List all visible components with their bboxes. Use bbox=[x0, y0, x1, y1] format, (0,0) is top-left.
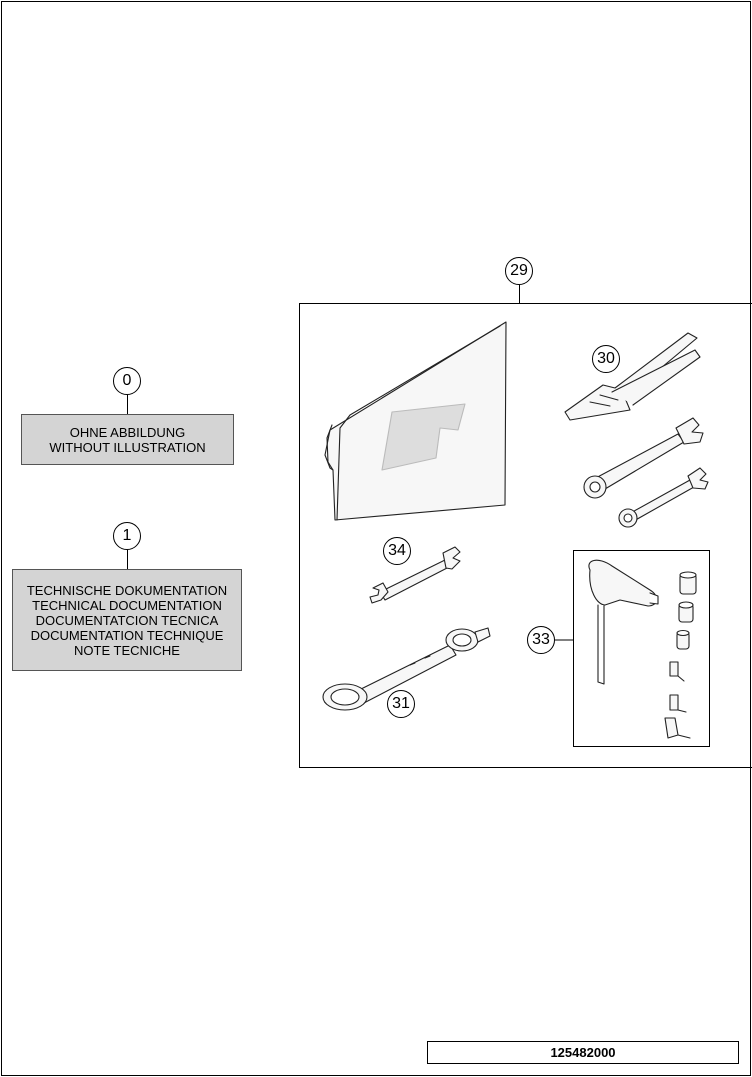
note-line: DOCUMENTATION TECHNIQUE bbox=[30, 627, 224, 643]
part-number: 125482000 bbox=[427, 1041, 739, 1064]
callout-31: 31 bbox=[387, 690, 415, 718]
callout-1: 1 bbox=[113, 522, 141, 550]
callout-33: 33 bbox=[527, 626, 555, 654]
callout-0: 0 bbox=[113, 367, 141, 395]
combination-wrench-small bbox=[619, 468, 708, 527]
note-line: DOCUMENTATCION TECNICA bbox=[35, 612, 219, 628]
socket-bits bbox=[665, 572, 696, 738]
note-line: NOTE TECNICHE bbox=[74, 642, 180, 658]
note-line: OHNE ABBILDUNG bbox=[69, 424, 186, 440]
note-line: TECHNICAL DOCUMENTATION bbox=[32, 597, 222, 613]
callout-29: 29 bbox=[505, 257, 533, 285]
pliers-illustration bbox=[565, 333, 700, 420]
note-line: WITHOUT ILLUSTRATION bbox=[49, 439, 206, 455]
note-line: TECHNISCHE DOKUMENTATION bbox=[26, 582, 228, 598]
t-handle-driver bbox=[589, 560, 658, 684]
callout-34: 34 bbox=[383, 537, 411, 565]
tool-bag-illustration bbox=[325, 322, 506, 520]
callout-30: 30 bbox=[592, 345, 620, 373]
